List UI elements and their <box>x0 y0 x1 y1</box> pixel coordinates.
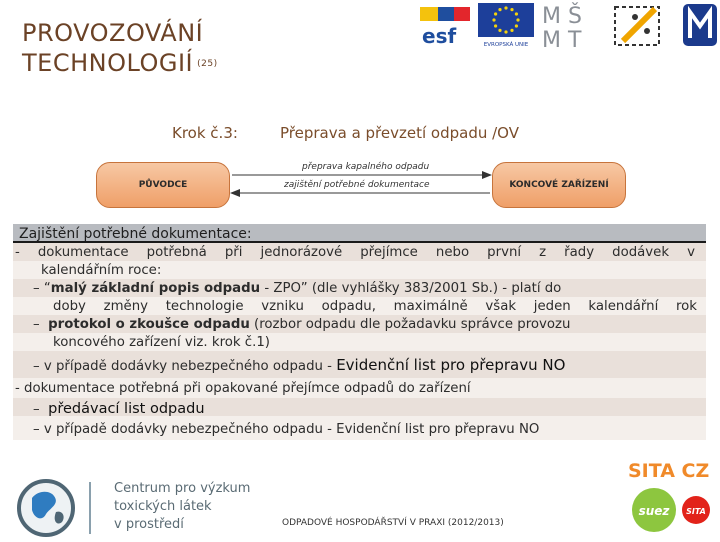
arrow-documentation-label: zajištění potřebné dokumentace <box>284 180 430 190</box>
hazardous-first-text: – v případě dodávky nebezpečného odpadu - <box>33 359 337 374</box>
slide-title <box>22 18 218 79</box>
arrow-documentation-head <box>230 189 240 197</box>
logo-bar <box>418 0 720 50</box>
title-line-1: PROVOZOVÁNÍ <box>22 19 204 47</box>
protocol-bold-text: protokol o zkoušce odpadu <box>48 317 250 332</box>
zpo-rest-text: - ZPO” (dle vyhlášky 383/2001 Sb.) - platí do <box>264 281 562 296</box>
title-line-2 <box>22 48 218 79</box>
protocol-rest-text: (rozbor odpadu dle požadavku správce provozu <box>254 317 571 332</box>
globe-icon <box>6 478 96 538</box>
arrow-transport-label: přeprava kapalného odpadu <box>302 162 430 172</box>
item-hazardous-repeated: – v případě dodávky nebezpečného odpadu - Evidenční list pro přepravu NO <box>33 422 540 437</box>
sita-cz-label: SITA CZ <box>628 460 710 482</box>
bullet-first-delivery-cont: kalendářním roce: <box>41 263 162 278</box>
item-transfer-list <box>33 400 205 419</box>
title-line-2-text: TECHNOLOGIÍ <box>22 49 194 77</box>
centre-line-2: toxických látek <box>114 499 212 514</box>
msmt-logo-graphic <box>538 1 600 49</box>
svg-text:M: M <box>542 28 561 49</box>
centre-line-1: Centrum pro výzkum <box>114 481 251 496</box>
svg-text:T: T <box>568 28 582 49</box>
op-vk-logo <box>610 0 672 50</box>
diagram-box-facility: KONCOVÉ ZAŘÍZENÍ <box>492 162 626 208</box>
sita-suez-logo <box>626 486 714 536</box>
op-logo-graphic <box>611 1 671 49</box>
sita-small-text: SITA <box>686 507 706 516</box>
research-centre-name <box>114 480 250 534</box>
step-title: Přeprava a převzetí odpadu /OV <box>280 124 519 142</box>
esf-logo-graphic <box>418 3 474 47</box>
arrow-transport-head <box>482 171 492 179</box>
muni-logo-icon <box>682 2 718 48</box>
svg-text:M: M <box>542 4 561 29</box>
bullet-first-delivery: - dokumentace potřebná při jednorázové přejímce nebo první z řady dodávek v <box>15 245 695 260</box>
dash: – <box>33 281 40 296</box>
centre-line-3: v prostředí <box>114 517 184 532</box>
zpo-bold-text: malý základní popis odpadu <box>50 281 261 296</box>
content-panel <box>13 224 706 446</box>
diagram-box-producer: PŮVODCE <box>96 162 230 208</box>
svg-text:Š: Š <box>568 4 582 29</box>
esf-text: esf <box>422 24 457 47</box>
quote-open: “ <box>43 281 51 296</box>
suez-text: suez <box>638 504 670 518</box>
slide-number: (25) <box>197 59 218 69</box>
eu-flag-logo <box>476 0 536 50</box>
footer-caption: ODPADOVÉ HOSPODÁŘSTVÍ V PRAXI (2012/2013) <box>282 518 504 528</box>
hazardous-first-emphasis: Evidenční list pro přepravu NO <box>336 356 566 374</box>
step-label: Krok č.3: <box>172 124 238 142</box>
university-logo <box>680 0 720 50</box>
msmt-logo <box>538 0 600 50</box>
item-protocol-cont: koncového zařízení viz. krok č.1) <box>53 335 270 350</box>
transfer-list-text: předávací list odpadu <box>48 401 205 417</box>
eu-flag-icon <box>476 1 536 49</box>
dash: – <box>33 317 40 332</box>
esf-logo <box>418 0 474 50</box>
item-protocol <box>33 316 570 334</box>
content-heading: Zajištění potřebné dokumentace: <box>13 224 706 243</box>
bullet-repeated-delivery: - dokumentace potřebná při opakované přejímce odpadů do zařízení <box>15 381 471 396</box>
item-zpo-cont: doby změny technologie vzniku odpadu, maximálně však jeden kalendářní rok <box>53 299 697 314</box>
eu-label: EVROPSKÁ UNIE <box>483 42 529 48</box>
item-hazardous-first <box>33 356 565 376</box>
dash: – <box>33 402 40 417</box>
item-zpo <box>33 280 697 298</box>
